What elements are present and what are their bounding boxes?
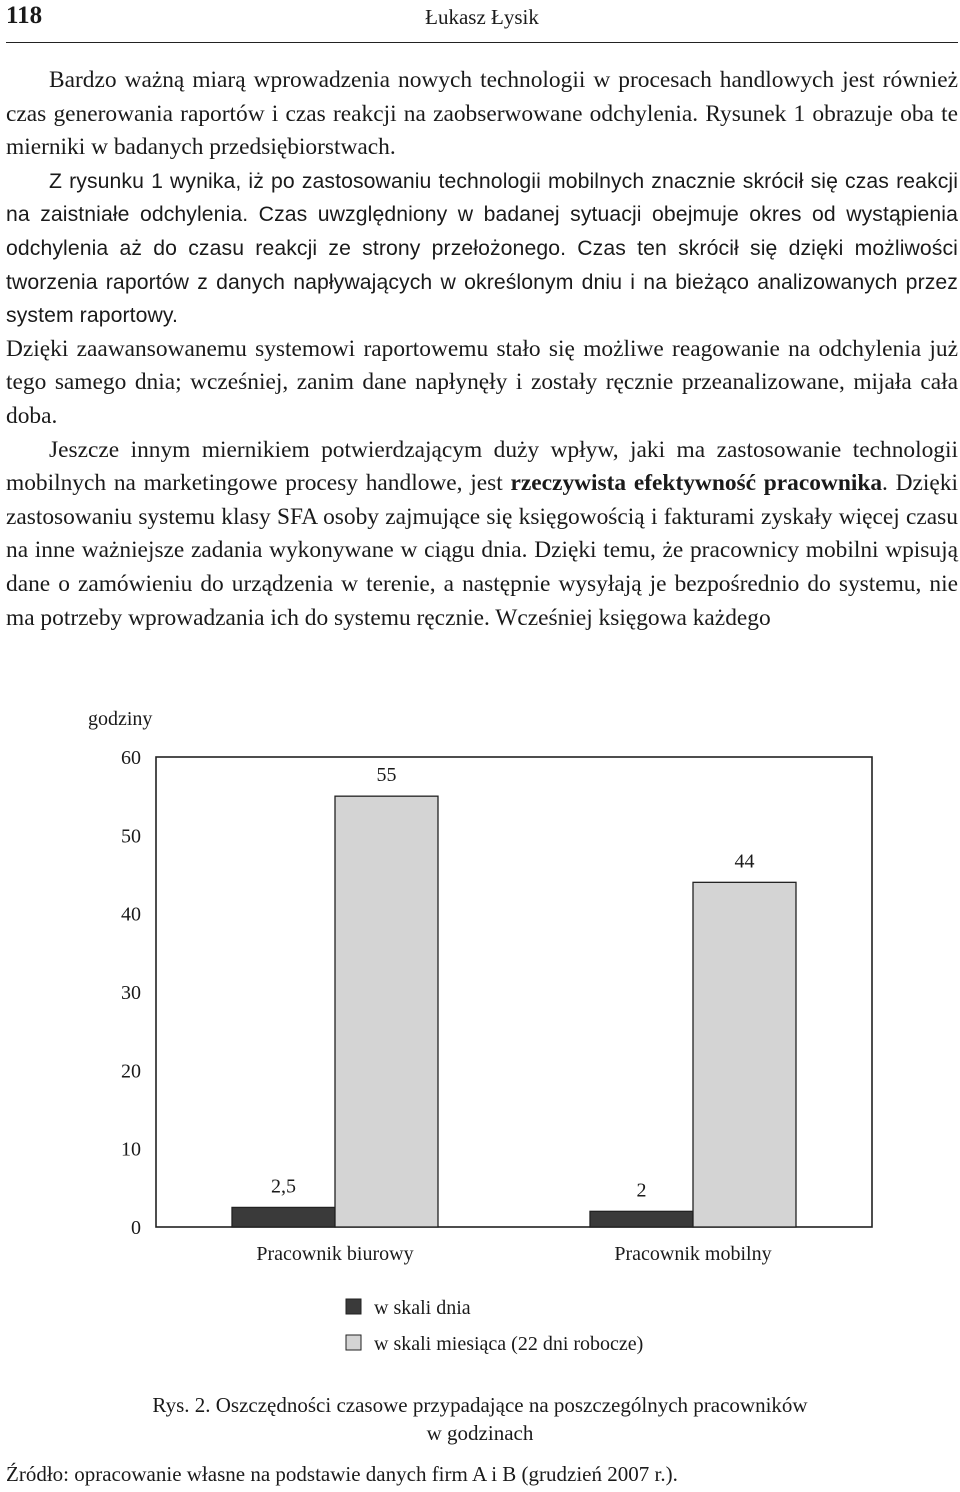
bar-2-series-1: [590, 1211, 693, 1227]
paragraph-1-part-3: Dzięki zaawansowanemu systemowi raportowemu stało się możliwe reagowanie na odchylenia już tego samego dnia; wcześniej, zanim dane napłynęły i zostały ręcznie przeanalizowane, mijała cała doba.: [6, 335, 958, 429]
data-label-1-series-2: 55: [376, 764, 397, 787]
paragraph-1-end: [6, 333, 958, 434]
y-tick-label-30: 30: [121, 982, 141, 1004]
paragraph-1-part-2: Z rysunku 1 wynika, iż po zastosowaniu technologii mobilnych znacznie skrócił się czas reakcji na zaistniałe odchylenia. Czas uwzględniony w badanej sytuacji obejmuje okres od wystąpienia odchylenia aż do czasu reakcji ze strony przełożonego. Czas ten skrócił się dzięki możliwości tworzenia raportów z danych napływających w określonym dniu i na bieżąco analizowanych przez system raportowy.: [6, 169, 958, 328]
paragraph-2: [6, 434, 958, 636]
y-tick-label-20: 20: [121, 1060, 141, 1083]
paragraph-2-text-b: . Dzięki zastosowaniu systemu klasy SFA osoby zajmujące się księgowością i fakturami zyskały więcej czasu na inne ważniejsze zadania wykonywane w ciągu dnia. Dzięki temu, że pracownicy mobilni wpisują dane o zamówieniu do urządzenia w terenie, a następnie wysyłają je bezpośrednio do systemu, nie ma potrzeby wprowadzania ich do systemu ręcznie. Wcześniej księgowa każdego: [6, 470, 959, 631]
figure-bar-chart: [0, 700, 960, 1380]
bar-1-series-1: [232, 1207, 335, 1227]
data-label-2-series-2: 44: [734, 850, 755, 873]
y-axis-label: godziny: [88, 708, 153, 730]
bar-2-series-2: [693, 882, 796, 1227]
page-number: 118: [6, 2, 43, 29]
y-tick-label-60: 60: [121, 747, 141, 769]
paragraph-1-part-1: Bardzo ważną miarą wprowadzenia nowych technologii w procesach handlowych jest również czas generowania raportów i czas reakcji na zaobserwowane odchylenia. Rysunek 1 obrazuje oba te mierniki w badanych przedsiębiorstwach.: [6, 67, 958, 161]
running-head-author: Łukasz Łysik: [425, 5, 539, 29]
page-header: [6, 0, 958, 43]
caption-line-2: w godzinach: [426, 1421, 534, 1445]
figure-caption: [100, 1391, 860, 1447]
paragraph-1-continued: [6, 165, 958, 333]
paragraph-2-emphasis: rzeczywista efektywność pracownika: [510, 470, 883, 497]
legend-label-1: w skali dnia: [374, 1297, 471, 1319]
bar-chart-svg: [0, 700, 960, 1380]
data-label-1-series-1: 2,5: [271, 1175, 296, 1198]
y-tick-label-10: 10: [121, 1138, 141, 1161]
legend-swatch-2: [346, 1335, 361, 1350]
paragraph-2-text-a: Jeszcze innym miernikiem potwierdzającym duży wpływ, jaki ma zastosowanie technologii mobilnych na marketingowe procesy handlowe, jest: [6, 436, 958, 497]
bar-1-series-2: [335, 796, 438, 1227]
y-tick-label-50: 50: [121, 825, 141, 848]
category-label-1: Pracownik biurowy: [256, 1243, 414, 1265]
figure-source: Źródło: opracowanie własne na podstawie danych firm A i B (grudzień 2007 r.).: [6, 1462, 678, 1486]
y-tick-label-0: 0: [131, 1217, 141, 1239]
data-label-2-series-1: 2: [636, 1179, 647, 1202]
body-text: [6, 64, 958, 635]
y-tick-label-40: 40: [121, 903, 141, 926]
legend-swatch-1: [346, 1299, 361, 1314]
caption-line-1: Rys. 2. Oszczędności czasowe przypadające na poszczególnych pracowników: [152, 1393, 808, 1417]
legend-label-2: w skali miesiąca (22 dni robocze): [374, 1333, 644, 1355]
category-label-2: Pracownik mobilny: [614, 1243, 772, 1265]
paragraph-1: [6, 64, 958, 165]
